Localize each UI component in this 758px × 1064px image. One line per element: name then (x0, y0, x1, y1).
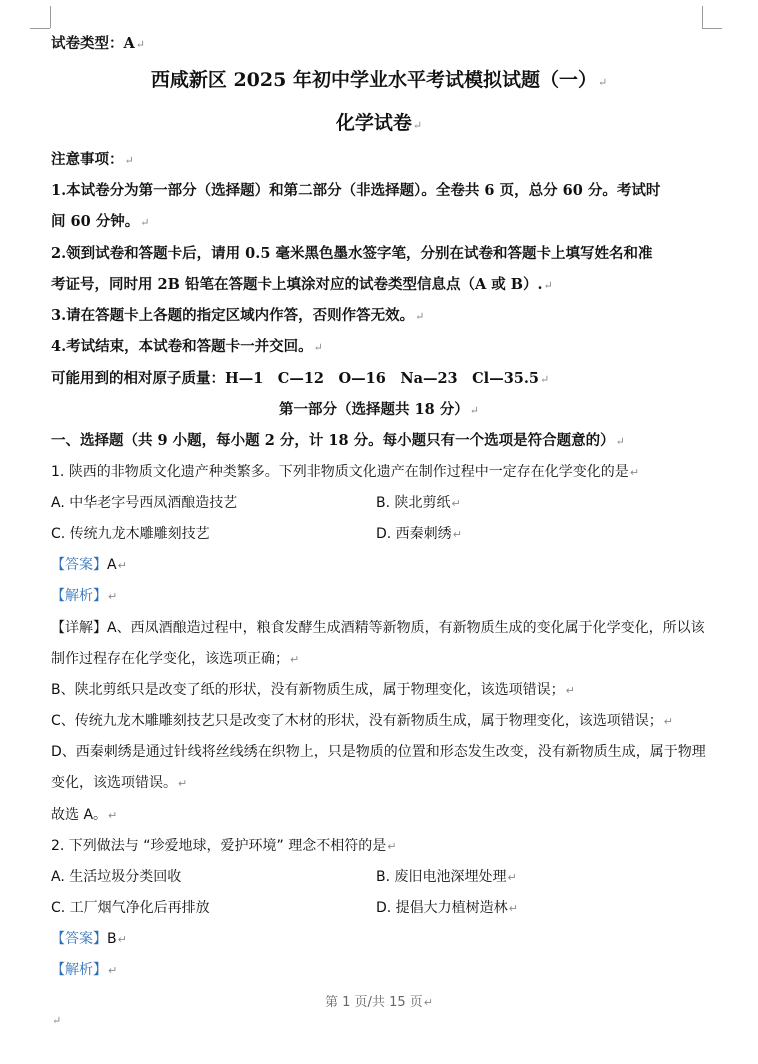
notes-heading: 注意事项：↵ (51, 151, 134, 168)
q1-stem: 1. 陕西的非物质文化遗产种类繁多。下列非物质文化遗产在制作过程中一定存在化学变化的是↵ (51, 464, 640, 480)
note-1-line-1: 1.本试卷分为第一部分（选择题）和第二部分（非选择题）。全卷共 6 页，总分 60 分。考试时 (51, 182, 661, 199)
q2-analysis: 【解析】↵ (51, 962, 118, 978)
q1-option-b: B. 陕北剪纸↵ (376, 495, 461, 511)
note-3: 3.请在答题卡上各题的指定区域内作答，否则作答无效。↵ (51, 307, 425, 324)
atomic-mass: 可能用到的相对原子质量：H—1 C—12 O—16 Na—23 Cl—35.5↵ (51, 370, 550, 387)
q1-detail-d-line-1: D、西秦刺绣是通过针线将丝线绣在织物上，只是物质的位置和形态发生改变，没有新物质生成，属于物理 (51, 744, 706, 760)
section-heading: 一、选择题（共 9 小题，每小题 2 分，计 18 分。每小题只有一个选项是符合题意的）↵ (51, 432, 625, 449)
page-title: 西咸新区 2025 年初中学业水平考试模拟试题（一）↵ (150, 69, 608, 91)
q1-conclusion: 故选 A。↵ (51, 807, 118, 823)
q2-answer: 【答案】B↵ (51, 931, 127, 947)
q2-option-a: A. 生活垃圾分类回收 (51, 869, 182, 885)
crop-mark-top-right (702, 6, 703, 28)
q1-detail-b: B、陕北剪纸只是改变了纸的形状，没有新物质生成，属于物理变化，该选项错误；↵ (51, 682, 575, 698)
note-4: 4.考试结束，本试卷和答题卡一并交回。↵ (51, 338, 323, 355)
q2-option-d: D. 提倡大力植树造林↵ (376, 900, 518, 916)
q2-stem: 2. 下列做法与 “珍爱地球，爱护环境” 理念不相符的是↵ (51, 838, 397, 854)
q2-option-b: B. 废旧电池深埋处理↵ (376, 869, 517, 885)
q1-detail-d-line-2: 变化，该选项错误。↵ (51, 775, 188, 791)
trailing-paragraph-mark: ↵ (52, 1014, 62, 1027)
part1-heading: 第一部分（选择题共 18 分）↵ (279, 401, 479, 418)
q1-answer: 【答案】A↵ (51, 557, 127, 573)
q1-detail-c: C、传统九龙木雕雕刻技艺只是改变了木材的形状，没有新物质生成，属于物理变化，该选项错误；↵ (51, 713, 673, 729)
q2-option-c: C. 工厂烟气净化后再排放 (51, 900, 210, 916)
q1-detail-line-2: 制作过程存在化学变化，该选项正确；↵ (51, 651, 300, 667)
page-subtitle: 化学试卷↵ (335, 112, 423, 134)
q1-option-a: A. 中华老字号西凤酒酿造技艺 (51, 495, 238, 511)
q1-option-c: C. 传统九龙木雕雕刻技艺 (51, 526, 210, 542)
note-1-line-2: 间 60 分钟。↵ (51, 213, 150, 230)
note-2-line-1: 2.领到试卷和答题卡后，请用 0.5 毫米黑色墨水签字笔，分别在试卷和答题卡上填写姓名和准 (51, 245, 653, 262)
crop-mark-top-left (50, 6, 51, 28)
paper-type: 试卷类型：A↵ (51, 35, 145, 52)
crop-mark-top-left-h (30, 28, 50, 29)
note-2-line-2: 考证号，同时用 2B 铅笔在答题卡上填涂对应的试卷类型信息点（A 或 B）.↵ (51, 276, 553, 293)
q1-analysis: 【解析】↵ (51, 588, 118, 604)
page-footer: 第 1 页/共 15 页↵ (325, 995, 433, 1010)
crop-mark-top-right-h (702, 28, 722, 29)
q1-detail-line-1: 【详解】A、西凤酒酿造过程中，粮食发酵生成酒精等新物质，有新物质生成的变化属于化学变化，所以该 (51, 620, 705, 636)
q1-option-d: D. 西秦刺绣↵ (376, 526, 462, 542)
